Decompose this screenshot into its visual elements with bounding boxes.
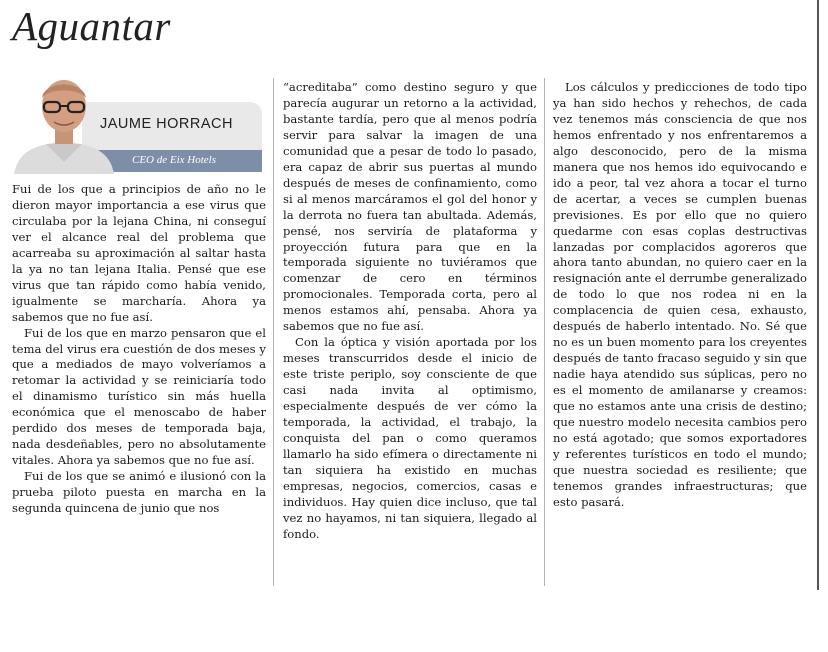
paragraph: Fui de los que a principios de año no le dieron mayor importancia a ese virus que circulaba por la lejana China, ni conseguí ver el alcance real del problema que acarreaba su aproximación al saltar hasta la ya no tan lejana Italia. Pensé que ese virus que tan rápido como había venido, igualmente se marcharía. Ahora ya sabemos que no fue así. — [12, 182, 266, 324]
paragraph: Fui de los que en marzo pensaron que el tema del virus era cuestión de dos meses y que a mediados de mayo volveríamos a retomar la actividad y se reiniciaría todo el dinamismo turístico sin más huella económica que el menoscabo de haber perdido dos meses de temporada baja, nada desdeñables, pero no absolutamente vitales. Ahora ya sabemos que no fue así. — [12, 325, 266, 468]
article-column-1 — [12, 182, 266, 517]
article-column-2 — [283, 80, 537, 543]
paragraph: Fui de los que se animó e ilusionó con la prueba piloto puesta en marcha en la segunda quincena de junio que nos — [12, 469, 266, 516]
article-title: Aguantar — [12, 3, 171, 49]
paragraph: Con la óptica y visión aportada por los meses transcurridos desde el inicio de este triste periplo, soy consciente de que casi nada invita al optimismo, especialmente después de ver cómo la temporada, la actividad, el trabajo, la conquista del pan o como queramos llamarlo ha sido efímera o directamente ni tan siquiera ha existido en muchas empresas, negocios, comercios, casas e individuos. Hay quien dice incluso, que tal vez no hayamos, ni tan siquiera, llegado al fondo. — [283, 335, 537, 541]
author-name: JAUME HORRACH — [100, 116, 233, 132]
author-role: CEO de Eix Hotels — [132, 154, 217, 166]
column-divider — [544, 78, 545, 586]
paragraph: “acreditaba” como destino seguro y que parecía augurar un retorno a la actividad, bastante tardía, pero que al menos podría servir para salvar la imagen de una comunidad que a pesar de todo lo pasado, era capaz de abrir sus puertas al mundo después de meses de confinamiento, como si al menos marcáramos el gol del honor y la derrota no fuera tan abultada. Además, pensé, nos serviría de plataforma y proyección futura para que en la temporada siguiente no tuviéramos que comenzar de cero en términos promocionales. Temporada corta, pero al menos estamos ahí, pensaba. Ahora ya sabemos que no fue así. — [283, 80, 537, 334]
article-column-3 — [553, 80, 807, 511]
author-byline — [12, 70, 262, 174]
paragraph: Los cálculos y predicciones de todo tipo ya han sido hechos y rehechos, de cada vez tenemos más consciencia de que nos hemos enfrentado y nos enfrentaremos a algo desconocido, pero de la misma manera que nos hemos ido equivocando e ido a peor, tal vez ahora a tocar el turno de acertar, a veces se cumplen buenas previsiones. Es por ello que no quiero quedarme con esas coplas destructivas lanzadas por complacidos agoreros que ahora tanto abundan, no quiero caer en la resignación ante el derrumbe generalizado de todo lo que nos rodea ni en la complacencia de quien cesa, exhausto, después de haberlo intentado. No. Sé que no es un buen momento para los creyentes después de tanto fracaso seguido y sin que nadie haya atendido sus súplicas, pero no es el momento de amilanarse y creamos: que no estamos ante una crisis de destino; que nuestro modelo necesita cambios pero no está agotado; que somos exportadores y referentes turísticos en todo el mundo; que nuestra sociedad es resiliente; que tenemos grandes infraestructuras; que esto pasará. — [553, 80, 807, 509]
column-divider — [273, 78, 274, 586]
page-edge-rule — [817, 0, 819, 590]
